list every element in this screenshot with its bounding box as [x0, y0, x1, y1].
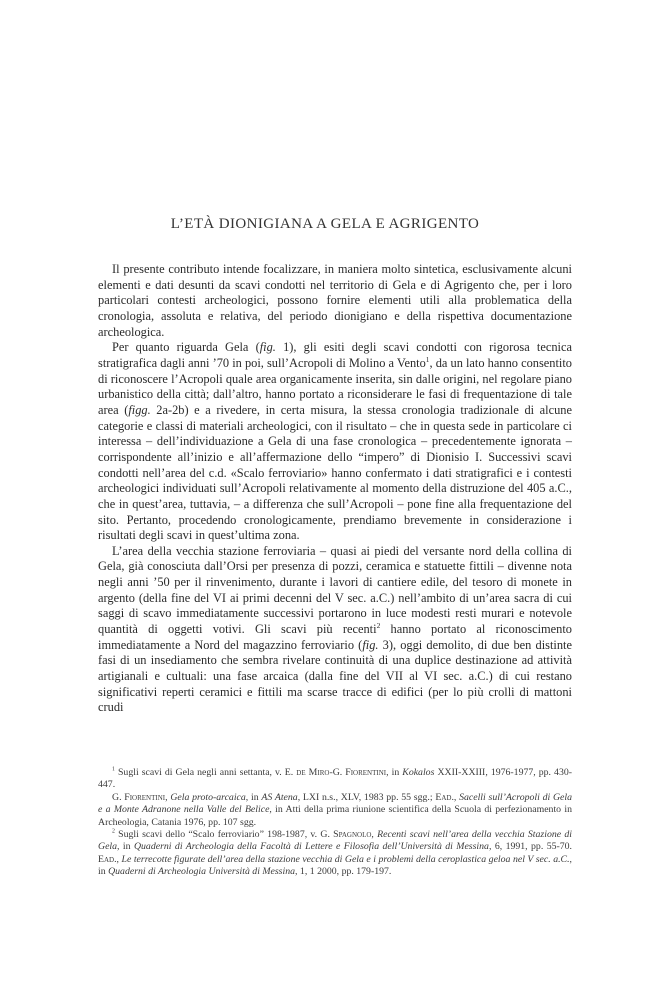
italic-text: Le terrecotte figurate dell’area della stazione vecchia di Gela e i problemi della ceroplastica geloa nel V sec. a.C. [121, 853, 570, 865]
italic-text: fig. [259, 340, 276, 355]
text-run: Il presente contributo intende focalizzare, in maniera molto sintetica, esclusivamente alcuni elementi e dati desunti da scavi condotti nel territorio di Gela e di Agrigento che, per i loro particolari contesti archeologici, possono fornire elementi utili alla problematica della cronologia, assoluta e relativa, del periodo dionigiano e della rispettiva documentazione archeologica. [98, 262, 572, 339]
footnote-marker: 1 [425, 354, 430, 364]
article-title: L’ETÀ DIONIGIANA A GELA E AGRIGENTO [170, 216, 480, 232]
italic-text: figg. [128, 402, 151, 417]
text-run: , [453, 791, 460, 803]
footnote [98, 829, 572, 879]
text-run: , in Atti della prima riunione scientifica della Scuola di perfezionamento in Archeologia, Catania 1976, pp. 107 sgg. [98, 804, 572, 828]
text-run: , in [386, 767, 403, 778]
body-paragraph [98, 262, 572, 340]
text-run: Sugli scavi di Gela negli anni settanta, v. E. [114, 767, 297, 778]
footnotes [98, 767, 572, 879]
text-run: , in [98, 853, 572, 878]
body-text [98, 262, 572, 716]
text-run: , [116, 853, 122, 865]
text-run: -G. [329, 767, 346, 778]
author-name: Fiorentini [345, 767, 387, 778]
italic-text: fig. [362, 637, 379, 652]
author-name: Ead. [98, 853, 117, 865]
text-run: 1), gli esiti degli scavi condotti con rigorosa tecnica stratigrafica dagli anni ’70 in poi, sull’Acropoli di Molino a Vento [98, 340, 572, 370]
body-paragraph [98, 544, 572, 716]
text-run: 2a-2b) e a rivedere, in certa misura, la stessa cronologia tradizionale di alcune categorie e classi di materiali archeologici, con il risultato – che in questa sede in particolare ci interessa – dell’individuazione a Gela di una fase cronologica – precedentemente ignorata – corrispondente all’inizio e all’affermazione dello “impero” di Dionisio I. Successivi scavi condotti nell’area del c.d. «Scalo ferroviario» hanno confermato i dati stratigrafici e i contesti archeologici individuati sull’Acropoli relativamente al momento della distruzione del 405 a.C., che in quest’area, tuttavia, – a differenza che sull’Acropoli – pone fine alla frequentazione del sito. Pertanto, procedendo cronologicamente, prendiamo brevemente in considerazione i risultati degli scavi in quest’ultima zona. [98, 402, 572, 543]
text-run: , 1, 1 2000, pp. 179-197. [295, 866, 392, 878]
footnote-marker: 1 [112, 766, 115, 773]
body-paragraph [98, 340, 572, 544]
text-run: L’area della vecchia stazione ferroviaria – quasi ai piedi del versante nord della collina di Gela, già conosciuta dall’Orsi per presenza di pozzi, ceramica e statuette fittili – divenne nota negli anni ’50 per il rinvenimento, durante i lavori di cantiere edile, del tesoro di monete in argento (della fine del VI ai primi decenni del V sec. a.C.) nell’ambito di un’area sacra di cui saggi di scavo immediatamente successivi portarono in luce modesti resti murari e notevole quantità di oggetti votivi. Gli scavi più recenti [98, 543, 572, 637]
footnote [98, 792, 572, 829]
footnote-marker: 2 [112, 828, 115, 835]
italic-text: Gela proto-arcaica [170, 791, 246, 803]
footnote [98, 767, 572, 792]
italic-text: Recenti scavi nell’area della vecchia Stazione di Gela [98, 829, 572, 853]
text-run: , in [245, 791, 262, 803]
text-run: , [165, 791, 171, 803]
text-run: hanno portato al riconoscimento immediatamente a Nord del magazzino ferroviario ( [98, 622, 572, 652]
text-run: , in [117, 841, 134, 853]
text-run: G. [112, 791, 125, 803]
text-run: Sugli scavi dello “Scalo ferroviario” 198-1987, v. G. [114, 829, 334, 841]
text-run: XXII-XXIII, 1976-1977, pp. 430-447. [98, 767, 573, 791]
text-run: , LXI n.s., XLV, 1983 pp. 55 sgg.; [297, 791, 436, 803]
text-run: , 6, 1991, pp. 55-70. [488, 841, 572, 853]
author-name: Ead. [435, 791, 454, 803]
footnote-marker: 2 [376, 620, 381, 630]
text-run: 3), oggi demolito, di due ben distinte fasi di un insediamento che sembra rivelare continuità di una duplice destinazione ad attività artigianali e cultuali: una fase arcaica (dalla fine del VII al VI sec. a.C.) di cui restano significativi reperti ceramici e fittili ma scarse tracce di edifici (per lo più crolli di mattoni crudi [98, 637, 572, 715]
author-name: de Miro [296, 767, 330, 778]
text-run: , [371, 829, 378, 841]
italic-text: Kokalos [402, 767, 435, 778]
author-name: Spagnolo [333, 829, 372, 841]
italic-text: Quaderni di Archeologia Università di Messina [108, 866, 296, 878]
italic-text: AS Atena [261, 791, 298, 803]
author-name: Fiorentini [124, 791, 166, 803]
italic-text: Quaderni di Archeologia della Facoltà di Lettere e Filosofia dell’Università di Messina [133, 841, 489, 853]
text-run: , da un lato hanno consentito di riconoscere l’Acropoli quale area organicamente inserita, sin dalle origini, nel regolare piano urbanistico della città; dall’altro, hanno portato a riconsiderare le fasi di frequentazione di tale area ( [98, 355, 572, 417]
italic-text: Sacelli sull’Acropoli di Gela e a Monte Adranone nella Valle del Belice [98, 791, 572, 816]
text-run: Per quanto riguarda Gela ( [112, 340, 260, 355]
